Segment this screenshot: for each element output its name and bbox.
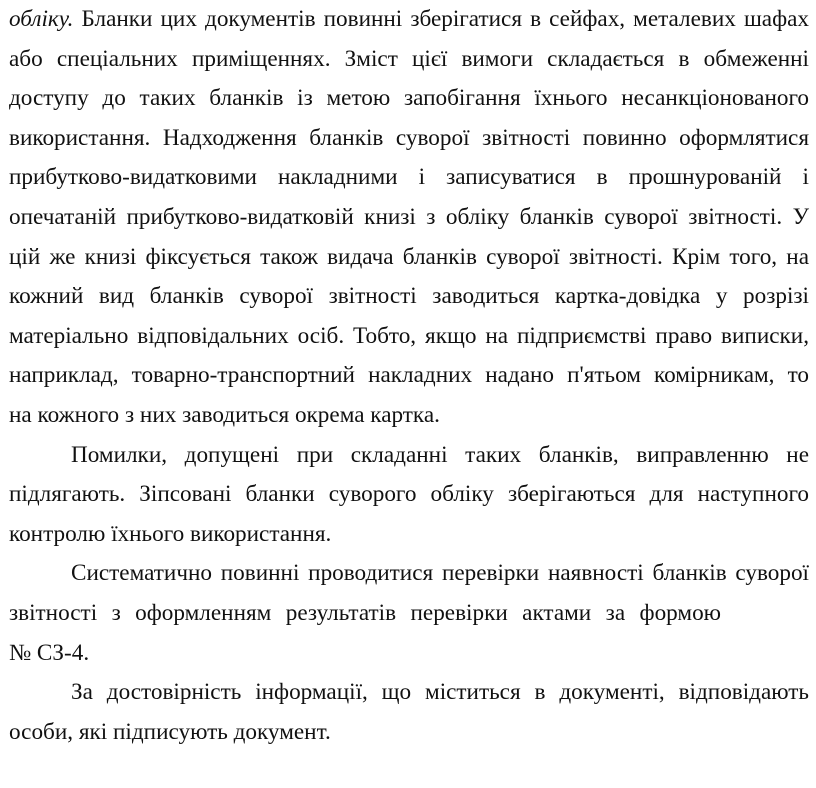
text-line: опечатаній прибутково-видатковій книзі з обліку бланків суворої звітності. У — [9, 203, 809, 230]
text-line: доступу до таких бланків із метою запобігання їхнього несанкціонованого — [9, 85, 809, 112]
text-line: № СЗ-4. — [9, 639, 90, 666]
text-line: контролю їхнього використання. — [9, 520, 332, 547]
document-page — [9, 0, 809, 752]
text-line: За достовірність інформації, що міститься в документі, відповідають — [71, 679, 809, 706]
text-line: наприклад, товарно-транспортний накладних надано п'ятьом комірникам, то — [9, 362, 809, 389]
text-line: підлягають. Зіпсовані бланки суворого обліку зберігаються для наступного — [9, 481, 809, 508]
text-line: звітності з оформленням результатів перевірки актами за формою — [9, 599, 721, 626]
text-line: прибутково-видатковими накладними і записуватися в прошнурованій і — [9, 164, 809, 191]
text-line: кожний вид бланків суворої звітності заводиться картка-довідка у розрізі — [9, 283, 809, 310]
paragraph-inspections — [9, 554, 809, 673]
text-line: матеріально відповідальних осіб. Тобто, якщо на підприємстві право виписки, — [9, 322, 809, 349]
italic-term: обліку. — [9, 6, 74, 32]
text-line: особи, які підписують документ. — [9, 718, 331, 745]
text-line: на кожного з них заводиться окрема картка. — [9, 401, 440, 428]
text-line: обліку. Бланки цих документів повинні зберігатися в сейфах, металевих шафах — [9, 6, 809, 32]
text-line: цій же книзі фіксується також видача бланків суворої звітності. Крім того, на — [9, 243, 809, 270]
text-line: використання. Надходження бланків суворої звітності повинно оформлятися — [9, 124, 809, 151]
text-line: або спеціальних приміщеннях. Зміст цієї вимоги складається в обмеженні — [9, 45, 809, 72]
paragraph-responsibility — [9, 673, 809, 752]
text-line: Систематично повинні проводитися перевірки наявності бланків суворої — [71, 560, 809, 587]
paragraph-errors — [9, 436, 809, 555]
paragraph-storage-rules — [9, 0, 809, 436]
text-line: Помилки, допущені при складанні таких бланків, виправленню не — [71, 441, 809, 468]
